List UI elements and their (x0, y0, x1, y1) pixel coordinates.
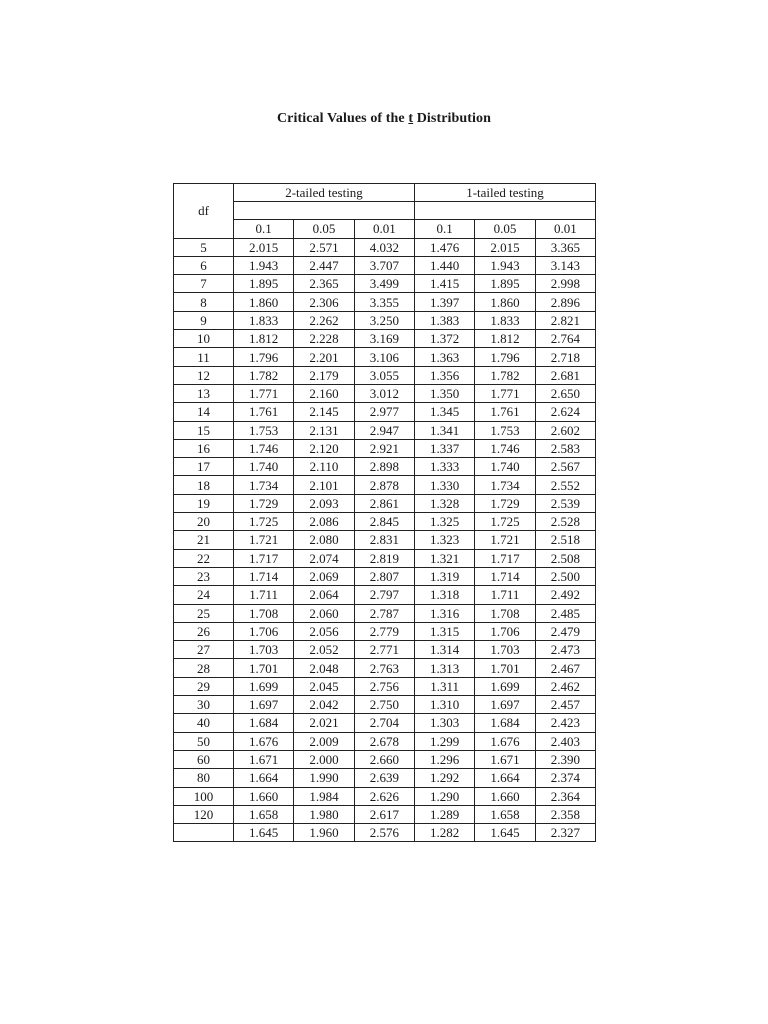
critical-value-cell: 2.467 (535, 659, 595, 677)
critical-value-cell: 1.645 (475, 824, 535, 842)
df-cell (174, 824, 234, 842)
critical-value-cell: 2.080 (294, 531, 354, 549)
critical-value-cell: 1.296 (415, 750, 475, 768)
critical-value-cell: 2.750 (354, 696, 414, 714)
critical-value-cell: 1.943 (475, 256, 535, 274)
critical-value-cell: 1.725 (475, 513, 535, 531)
critical-value-cell: 2.423 (535, 714, 595, 732)
critical-value-cell: 1.771 (475, 384, 535, 402)
critical-value-cell: 4.032 (354, 238, 414, 256)
critical-value-cell: 1.812 (475, 330, 535, 348)
df-cell: 5 (174, 238, 234, 256)
critical-value-cell: 1.356 (415, 366, 475, 384)
critical-value-cell: 1.676 (234, 732, 294, 750)
critical-value-cell: 2.650 (535, 384, 595, 402)
table-row (174, 384, 596, 402)
critical-value-cell: 2.602 (535, 421, 595, 439)
critical-value-cell: 1.990 (294, 769, 354, 787)
critical-value-cell: 1.658 (234, 805, 294, 823)
df-cell: 10 (174, 330, 234, 348)
df-cell: 27 (174, 641, 234, 659)
critical-value-cell: 1.740 (475, 458, 535, 476)
critical-value-cell: 2.086 (294, 513, 354, 531)
table-row (174, 714, 596, 732)
df-cell: 30 (174, 696, 234, 714)
table-row (174, 567, 596, 585)
critical-value-cell: 1.703 (234, 641, 294, 659)
critical-value-cell: 3.499 (354, 275, 414, 293)
df-cell: 100 (174, 787, 234, 805)
critical-value-cell: 2.201 (294, 348, 354, 366)
table-row (174, 641, 596, 659)
critical-value-cell: 1.833 (475, 311, 535, 329)
critical-value-cell: 1.711 (475, 586, 535, 604)
critical-value-cell: 2.797 (354, 586, 414, 604)
critical-value-cell: 1.771 (234, 384, 294, 402)
critical-value-cell: 1.860 (234, 293, 294, 311)
critical-value-cell: 1.960 (294, 824, 354, 842)
critical-value-cell: 2.403 (535, 732, 595, 750)
table-row (174, 787, 596, 805)
critical-value-cell: 1.397 (415, 293, 475, 311)
table-row (174, 238, 596, 256)
critical-value-cell: 1.645 (234, 824, 294, 842)
critical-value-cell: 1.289 (415, 805, 475, 823)
blank-header-cell (234, 202, 415, 220)
table-row (174, 677, 596, 695)
table-row (174, 824, 596, 842)
critical-value-cell: 3.012 (354, 384, 414, 402)
table-row (174, 549, 596, 567)
critical-value-cell: 2.947 (354, 421, 414, 439)
table-row (174, 531, 596, 549)
blank-header-row (174, 202, 596, 220)
critical-value-cell: 1.697 (234, 696, 294, 714)
critical-value-cell: 1.711 (234, 586, 294, 604)
alpha-header: 0.1 (234, 220, 294, 238)
critical-value-cell: 1.699 (475, 677, 535, 695)
critical-value-cell: 2.447 (294, 256, 354, 274)
critical-value-cell: 2.567 (535, 458, 595, 476)
critical-value-cell: 2.518 (535, 531, 595, 549)
df-cell: 19 (174, 494, 234, 512)
critical-value-cell: 1.706 (234, 622, 294, 640)
critical-value-cell: 1.440 (415, 256, 475, 274)
critical-value-cell: 1.746 (475, 439, 535, 457)
critical-value-cell: 2.479 (535, 622, 595, 640)
critical-value-cell: 2.110 (294, 458, 354, 476)
table-row (174, 513, 596, 531)
critical-value-cell: 1.782 (475, 366, 535, 384)
critical-value-cell: 1.703 (475, 641, 535, 659)
critical-value-cell: 1.664 (475, 769, 535, 787)
critical-value-cell: 1.701 (234, 659, 294, 677)
critical-value-cell: 1.734 (475, 476, 535, 494)
critical-value-cell: 2.131 (294, 421, 354, 439)
critical-value-cell: 2.052 (294, 641, 354, 659)
table-row (174, 622, 596, 640)
critical-value-cell: 1.708 (234, 604, 294, 622)
table-row (174, 256, 596, 274)
critical-value-cell: 2.101 (294, 476, 354, 494)
critical-value-cell: 2.771 (354, 641, 414, 659)
critical-value-cell: 2.457 (535, 696, 595, 714)
df-cell: 17 (174, 458, 234, 476)
df-cell: 9 (174, 311, 234, 329)
critical-value-cell: 3.707 (354, 256, 414, 274)
critical-value-cell: 1.319 (415, 567, 475, 585)
critical-value-cell: 2.681 (535, 366, 595, 384)
critical-value-cell: 2.021 (294, 714, 354, 732)
table-row (174, 476, 596, 494)
critical-value-cell: 1.310 (415, 696, 475, 714)
critical-value-cell: 2.365 (294, 275, 354, 293)
critical-value-cell: 2.069 (294, 567, 354, 585)
critical-value-cell: 2.364 (535, 787, 595, 805)
critical-value-cell: 1.315 (415, 622, 475, 640)
alpha-header: 0.01 (354, 220, 414, 238)
critical-value-cell: 1.714 (475, 567, 535, 585)
table-row (174, 732, 596, 750)
blank-header-cell (415, 202, 596, 220)
critical-value-cell: 1.721 (475, 531, 535, 549)
critical-value-cell: 2.764 (535, 330, 595, 348)
table-row (174, 586, 596, 604)
critical-value-cell: 1.708 (475, 604, 535, 622)
critical-value-cell: 1.337 (415, 439, 475, 457)
critical-value-cell: 3.169 (354, 330, 414, 348)
critical-value-cell: 2.056 (294, 622, 354, 640)
critical-value-cell: 1.796 (475, 348, 535, 366)
df-cell: 20 (174, 513, 234, 531)
critical-value-cell: 2.896 (535, 293, 595, 311)
critical-value-cell: 1.729 (475, 494, 535, 512)
critical-value-cell: 1.895 (234, 275, 294, 293)
page-title (0, 111, 768, 127)
critical-value-cell: 2.374 (535, 769, 595, 787)
title-prefix: Critical Values of the (276, 111, 409, 126)
df-cell: 21 (174, 531, 234, 549)
critical-value-cell: 1.717 (475, 549, 535, 567)
df-cell: 60 (174, 750, 234, 768)
table-row (174, 439, 596, 457)
df-cell: 14 (174, 403, 234, 421)
critical-value-cell: 1.333 (415, 458, 475, 476)
critical-value-cell: 2.045 (294, 677, 354, 695)
critical-value-cell: 1.699 (234, 677, 294, 695)
critical-value-cell: 1.676 (475, 732, 535, 750)
critical-value-cell: 2.571 (294, 238, 354, 256)
critical-value-cell: 2.639 (354, 769, 414, 787)
table-row (174, 330, 596, 348)
critical-value-cell: 3.355 (354, 293, 414, 311)
critical-value-cell: 1.684 (475, 714, 535, 732)
critical-value-cell: 2.000 (294, 750, 354, 768)
table-row (174, 604, 596, 622)
critical-value-cell: 2.576 (354, 824, 414, 842)
critical-value-cell: 1.290 (415, 787, 475, 805)
critical-value-cell: 2.845 (354, 513, 414, 531)
critical-value-cell: 2.074 (294, 549, 354, 567)
table-row (174, 275, 596, 293)
critical-value-cell: 1.725 (234, 513, 294, 531)
df-cell: 40 (174, 714, 234, 732)
critical-value-cell: 2.060 (294, 604, 354, 622)
critical-value-cell: 2.145 (294, 403, 354, 421)
critical-value-cell: 2.179 (294, 366, 354, 384)
critical-value-cell: 2.977 (354, 403, 414, 421)
critical-value-cell: 2.048 (294, 659, 354, 677)
table-row (174, 805, 596, 823)
critical-value-cell: 2.327 (535, 824, 595, 842)
df-cell: 80 (174, 769, 234, 787)
critical-value-cell: 2.861 (354, 494, 414, 512)
critical-value-cell: 2.704 (354, 714, 414, 732)
critical-value-cell: 2.763 (354, 659, 414, 677)
alpha-header: 0.05 (294, 220, 354, 238)
critical-value-cell: 1.363 (415, 348, 475, 366)
critical-value-cell: 2.485 (535, 604, 595, 622)
critical-value-cell: 2.015 (234, 238, 294, 256)
df-cell: 6 (174, 256, 234, 274)
critical-value-cell: 1.684 (234, 714, 294, 732)
critical-value-cell: 3.106 (354, 348, 414, 366)
critical-value-cell: 1.740 (234, 458, 294, 476)
alpha-header: 0.1 (415, 220, 475, 238)
critical-value-cell: 3.250 (354, 311, 414, 329)
critical-value-cell: 1.746 (234, 439, 294, 457)
critical-value-cell: 2.617 (354, 805, 414, 823)
critical-value-cell: 2.831 (354, 531, 414, 549)
critical-value-cell: 1.311 (415, 677, 475, 695)
critical-value-cell: 2.624 (535, 403, 595, 421)
table-header (174, 184, 596, 239)
df-cell: 11 (174, 348, 234, 366)
critical-value-cell: 1.303 (415, 714, 475, 732)
critical-value-cell: 1.341 (415, 421, 475, 439)
critical-value-cell: 1.383 (415, 311, 475, 329)
title-variable: t (408, 111, 414, 126)
critical-value-cell: 2.015 (475, 238, 535, 256)
df-cell: 23 (174, 567, 234, 585)
critical-value-cell: 2.779 (354, 622, 414, 640)
critical-value-cell: 2.756 (354, 677, 414, 695)
critical-value-cell: 2.042 (294, 696, 354, 714)
df-cell: 13 (174, 384, 234, 402)
df-cell: 26 (174, 622, 234, 640)
critical-value-cell: 1.706 (475, 622, 535, 640)
table-row (174, 659, 596, 677)
critical-value-cell: 2.390 (535, 750, 595, 768)
df-cell: 120 (174, 805, 234, 823)
critical-value-cell: 3.143 (535, 256, 595, 274)
table-row (174, 494, 596, 512)
critical-value-cell: 1.318 (415, 586, 475, 604)
critical-value-cell: 2.678 (354, 732, 414, 750)
table-row (174, 421, 596, 439)
critical-value-cell: 1.895 (475, 275, 535, 293)
critical-value-cell: 1.701 (475, 659, 535, 677)
table-body (174, 238, 596, 842)
critical-value-cell: 1.729 (234, 494, 294, 512)
critical-value-cell: 1.697 (475, 696, 535, 714)
critical-value-cell: 1.316 (415, 604, 475, 622)
critical-value-cell: 1.796 (234, 348, 294, 366)
table-row (174, 348, 596, 366)
critical-value-cell: 2.718 (535, 348, 595, 366)
df-cell: 12 (174, 366, 234, 384)
critical-value-cell: 1.325 (415, 513, 475, 531)
critical-value-cell: 1.761 (234, 403, 294, 421)
critical-value-cell: 1.833 (234, 311, 294, 329)
critical-value-cell: 1.476 (415, 238, 475, 256)
critical-value-cell: 1.350 (415, 384, 475, 402)
critical-value-cell: 2.626 (354, 787, 414, 805)
critical-value-cell: 1.984 (294, 787, 354, 805)
critical-value-cell: 2.064 (294, 586, 354, 604)
critical-value-cell: 2.358 (535, 805, 595, 823)
critical-value-cell: 2.500 (535, 567, 595, 585)
critical-value-cell: 1.761 (475, 403, 535, 421)
critical-value-cell: 2.819 (354, 549, 414, 567)
critical-value-cell: 2.120 (294, 439, 354, 457)
critical-value-cell: 1.345 (415, 403, 475, 421)
critical-value-cell: 2.998 (535, 275, 595, 293)
critical-value-cell: 1.753 (475, 421, 535, 439)
critical-value-cell: 3.055 (354, 366, 414, 384)
df-cell: 25 (174, 604, 234, 622)
t-distribution-table (173, 183, 596, 842)
df-cell: 16 (174, 439, 234, 457)
critical-value-cell: 2.807 (354, 567, 414, 585)
table-row (174, 293, 596, 311)
critical-value-cell: 1.717 (234, 549, 294, 567)
critical-value-cell: 1.328 (415, 494, 475, 512)
critical-value-cell: 1.313 (415, 659, 475, 677)
critical-value-cell: 2.528 (535, 513, 595, 531)
df-cell: 7 (174, 275, 234, 293)
critical-value-cell: 2.898 (354, 458, 414, 476)
critical-value-cell: 1.282 (415, 824, 475, 842)
critical-value-cell: 2.583 (535, 439, 595, 457)
critical-value-cell: 1.314 (415, 641, 475, 659)
critical-value-cell: 2.306 (294, 293, 354, 311)
critical-value-cell: 1.660 (234, 787, 294, 805)
critical-value-cell: 1.980 (294, 805, 354, 823)
table-row (174, 769, 596, 787)
critical-value-cell: 2.160 (294, 384, 354, 402)
critical-value-cell: 2.262 (294, 311, 354, 329)
group-header-row (174, 184, 596, 202)
critical-value-cell: 1.660 (475, 787, 535, 805)
df-header: df (174, 184, 234, 239)
critical-value-cell: 1.292 (415, 769, 475, 787)
critical-value-cell: 1.671 (475, 750, 535, 768)
group-header-one-tailed: 1-tailed testing (415, 184, 596, 202)
critical-value-cell: 1.321 (415, 549, 475, 567)
title-suffix: Distribution (413, 111, 492, 126)
critical-value-cell: 2.921 (354, 439, 414, 457)
df-cell: 28 (174, 659, 234, 677)
df-cell: 24 (174, 586, 234, 604)
df-cell: 50 (174, 732, 234, 750)
group-header-two-tailed: 2-tailed testing (234, 184, 415, 202)
alpha-header: 0.01 (535, 220, 595, 238)
critical-value-cell: 1.714 (234, 567, 294, 585)
critical-value-cell: 1.943 (234, 256, 294, 274)
df-cell: 22 (174, 549, 234, 567)
critical-value-cell: 3.365 (535, 238, 595, 256)
df-cell: 15 (174, 421, 234, 439)
critical-value-cell: 1.658 (475, 805, 535, 823)
df-cell: 8 (174, 293, 234, 311)
alpha-header-row (174, 220, 596, 238)
critical-value-cell: 2.093 (294, 494, 354, 512)
critical-value-cell: 2.492 (535, 586, 595, 604)
critical-value-cell: 1.734 (234, 476, 294, 494)
critical-value-cell: 2.009 (294, 732, 354, 750)
critical-value-cell: 2.473 (535, 641, 595, 659)
critical-value-cell: 2.228 (294, 330, 354, 348)
critical-value-cell: 1.782 (234, 366, 294, 384)
critical-value-cell: 1.415 (415, 275, 475, 293)
df-cell: 29 (174, 677, 234, 695)
critical-value-cell: 2.508 (535, 549, 595, 567)
critical-value-cell: 2.787 (354, 604, 414, 622)
critical-value-cell: 1.721 (234, 531, 294, 549)
critical-value-cell: 1.812 (234, 330, 294, 348)
table-row (174, 458, 596, 476)
critical-value-cell: 1.671 (234, 750, 294, 768)
table-row (174, 696, 596, 714)
table-row (174, 750, 596, 768)
alpha-header: 0.05 (475, 220, 535, 238)
critical-value-cell: 2.821 (535, 311, 595, 329)
critical-value-cell: 2.552 (535, 476, 595, 494)
critical-value-cell: 2.539 (535, 494, 595, 512)
critical-value-cell: 1.372 (415, 330, 475, 348)
critical-value-cell: 1.330 (415, 476, 475, 494)
critical-value-cell: 2.660 (354, 750, 414, 768)
critical-value-cell: 2.878 (354, 476, 414, 494)
table-row (174, 366, 596, 384)
table-row (174, 403, 596, 421)
table-row (174, 311, 596, 329)
critical-value-cell: 2.462 (535, 677, 595, 695)
critical-value-cell: 1.323 (415, 531, 475, 549)
critical-value-cell: 1.299 (415, 732, 475, 750)
df-cell: 18 (174, 476, 234, 494)
critical-value-cell: 1.664 (234, 769, 294, 787)
critical-value-cell: 1.860 (475, 293, 535, 311)
critical-value-cell: 1.753 (234, 421, 294, 439)
